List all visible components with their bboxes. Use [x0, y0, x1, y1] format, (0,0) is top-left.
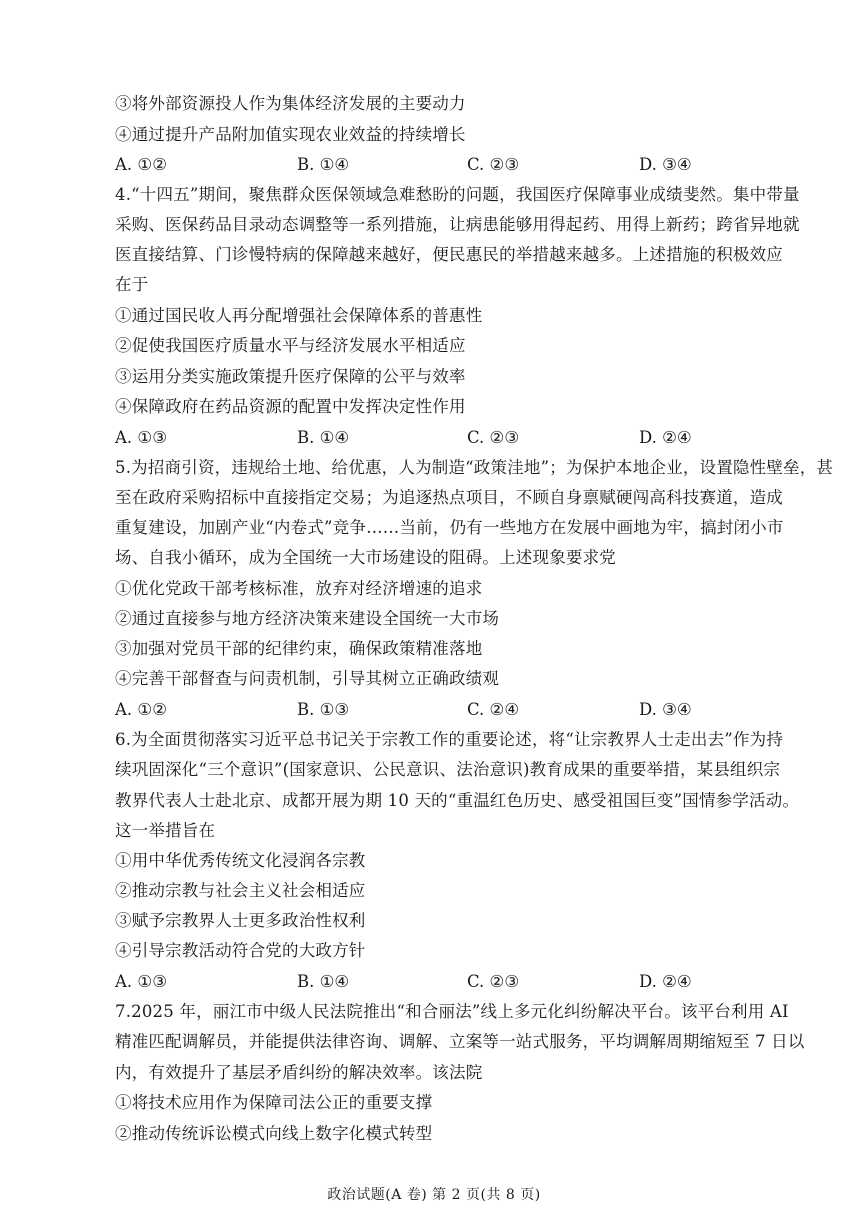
q5-option-3: ③加强对党员干部的纪律约束，确保政策精准落地: [115, 639, 483, 658]
q6-choice-b: B. ①④: [297, 972, 350, 991]
q4-option-4: ④保障政府在药品资源的配置中发挥决定性作用: [115, 397, 466, 416]
q4-option-1: ①通过国民收人再分配增强社会保障体系的普惠性: [115, 306, 483, 325]
q6-option-2: ②推动宗教与社会主义社会相适应: [115, 881, 366, 900]
q7-option-2: ②推动传统诉讼模式向线上数字化模式转型: [115, 1124, 433, 1143]
q4-choice-a: A. ①③: [115, 428, 167, 447]
q7-stem-line-1: 7.2025 年，丽江市中级人民法院推出“和合丽法”线上多元化纠纷解决平台。该平台利用 AI: [115, 1002, 789, 1021]
q5-choice-c: C. ②④: [467, 700, 520, 719]
q6-stem-line-1: 6.为全面贯彻落实习近平总书记关于宗教工作的重要论述，将“让宗教界人士走出去”作为持: [115, 730, 784, 749]
q5-stem-line-2: 至在政府采购招标中直接指定交易；为追逐热点项目，不顾自身禀赋硬闯高科技赛道，造成: [115, 488, 783, 507]
q3-choice-a: A. ①②: [115, 155, 167, 174]
q3-choice-d: D. ③④: [639, 155, 692, 174]
q4-choice-d: D. ②④: [639, 428, 692, 447]
q4-choice-c: C. ②③: [467, 428, 520, 447]
q5-option-1: ①优化党政干部考核标准，放弃对经济增速的追求: [115, 579, 483, 598]
q6-stem-line-4: 这一举措旨在: [115, 821, 216, 840]
q3-choice-c: C. ②③: [467, 155, 520, 174]
q6-stem-line-2: 续巩固深化“三个意识”(国家意识、公民意识、法治意识)教育成果的重要举措，某县组织宗: [115, 760, 781, 779]
q6-option-1: ①用中华优秀传统文化浸润各宗教: [115, 851, 366, 870]
q4-stem-line-2: 采购、医保药品目录动态调整等一系列措施，让病患能够用得起药、用得上新药；跨省异地就: [115, 215, 800, 234]
q6-option-3: ③赋予宗教界人士更多政治性权利: [115, 911, 366, 930]
q6-choice-a: A. ①③: [115, 972, 167, 991]
q4-stem-line-3: 医直接结算、门诊慢特病的保障越来越好，便民惠民的举措越来越多。上述措施的积极效应: [115, 245, 783, 264]
q4-stem-line-4: 在于: [115, 275, 149, 294]
q7-option-1: ①将技术应用作为保障司法公正的重要支撑: [115, 1093, 433, 1112]
q4-choice-b: B. ①④: [297, 428, 350, 447]
q7-stem-line-2: 精准匹配调解员，并能提供法律咨询、调解、立案等一站式服务，平均调解周期缩短至 7 日以: [115, 1032, 805, 1051]
q4-stem-line-1: 4.“十四五”期间，聚焦群众医保领域急难愁盼的问题，我国医疗保障事业成绩斐然。集中带量: [115, 185, 800, 204]
q5-option-4: ④完善干部督查与问责机制，引导其树立正确政绩观: [115, 669, 500, 688]
q5-choice-a: A. ①②: [115, 700, 167, 719]
q4-option-2: ②促使我国医疗质量水平与经济发展水平相适应: [115, 336, 466, 355]
q6-stem-line-3: 教界代表人士赴北京、成都开展为期 10 天的“重温红色历史、感受祖国巨变”国情参学活动。: [115, 791, 800, 810]
q5-choice-d: D. ③④: [639, 700, 692, 719]
q7-stem-line-3: 内，有效提升了基层矛盾纠纷的解决效率。该法院: [115, 1063, 483, 1082]
q3-choice-b: B. ①④: [297, 155, 350, 174]
q5-stem-line-3: 重复建设，加剧产业“内卷式”竞争……当前，仍有一些地方在发展中画地为牢，搞封闭小市: [115, 518, 784, 537]
q5-option-2: ②通过直接参与地方经济决策来建设全国统一大市场: [115, 609, 500, 628]
q3-option-3: ③将外部资源投人作为集体经济发展的主要动力: [115, 94, 466, 113]
q4-option-3: ③运用分类实施政策提升医疗保障的公平与效率: [115, 367, 466, 386]
q5-stem-line-1: 5.为招商引资，违规给土地、给优惠，人为制造“政策洼地”；为保护本地企业，设置隐性壁垒，甚: [115, 458, 834, 477]
q3-option-4: ④通过提升产品附加值实现农业效益的持续增长: [115, 125, 466, 144]
q6-option-4: ④引导宗教活动符合党的大政方针: [115, 941, 366, 960]
q5-stem-line-4: 场、自我小循环，成为全国统一大市场建设的阻碍。上述现象要求党: [115, 548, 616, 567]
q6-choice-d: D. ②④: [639, 972, 692, 991]
q6-choice-c: C. ②③: [467, 972, 520, 991]
page-footer: 政治试题(A 卷) 第 2 页(共 8 页): [327, 1187, 541, 1203]
q5-choice-b: B. ①③: [297, 700, 350, 719]
